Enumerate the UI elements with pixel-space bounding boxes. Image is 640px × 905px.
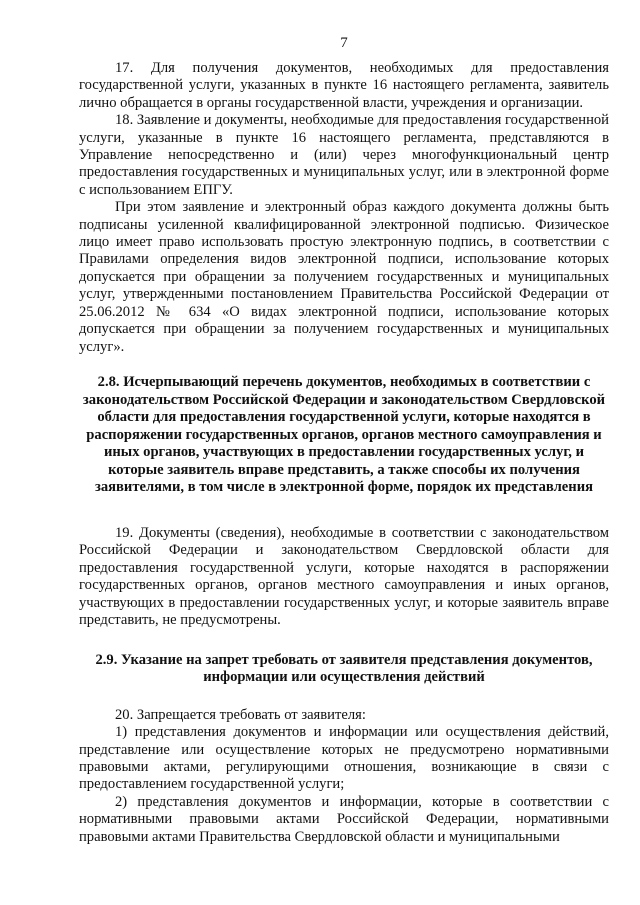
section-heading-2-8: 2.8. Исчерпывающий перечень документов, необходимых в соответствии с законодательством Российской Федерации и законодательством Свердловской области для предоставления государственной услуги, которые находятся в распоряжении государственных органов, органов местного самоуправления и иных органов, участвующих в предоставлении государственных услуг, и которые заявитель вправе представить, а также способы их получения заявителями, в том числе в электронной форме, порядок их представления [82,373,606,496]
paragraph-20: 20. Запрещается требовать от заявителя: [115,706,366,723]
section-heading-2-9: 2.9. Указание на запрет требовать от заявителя представления документов, информации или осуществления действий [95,651,593,686]
paragraph-signature: При этом заявление и электронный образ каждого документа должны быть подписаны усиленной квалифицированной электронной подписью. Физическое лицо имеет право использовать простую электронную подпись, в соответствии с Правилами определения видов электронной подписи, использование которых допускается при обращении за получением государственных и муниципальных услуг, утвержденными постановлением Правительства Российской Федерации от 25.06.2012 № 634 «О видах электронной подписи, использование которых допускается при обращении за получением государственных и муниципальных услуг». [79,199,609,355]
paragraph-20-item-2: 2) представления документов и информации, которые в соответствии с нормативными правовыми актами Российской Федерации, нормативными правовыми актами Правительства Свердловской области и муниципальными [79,793,609,845]
paragraph-17: 17. Для получения документов, необходимых для предоставления государственной услуги, указанных в пункте 16 настоящего регламента, заявитель лично обращается в органы государственной власти, учреждения и организации. [79,60,609,111]
paragraph-19: 19. Документы (сведения), необходимые в соответствии с законодательством Российской Федерации и законодательством Свердловской области для предоставления государственной услуги, которые находятся в распоряжении государственных органов, органов местного самоуправления и иных органов, участвующих в предоставлении государственных услуг, и которые заявитель вправе представить, не предусмотрены. [79,525,609,629]
document-page [79,34,609,846]
paragraph-20-item-1: 1) представления документов и информации или осуществления действий, представление или осуществление которых не предусмотрено нормативными правовыми актами, регулирующими отношения, возникающие в связи с предоставлением государственной услуги; [79,724,609,793]
paragraph-18: 18. Заявление и документы, необходимые для предоставления государственной услуги, указанные в пункте 16 настоящего регламента, представляются в Управление непосредственно и (или) через многофункциональный центр предоставления государственных и муниципальных услуг, или в электронной форме с использованием ЕПГУ. [79,112,609,198]
page-number: 7 [340,35,348,51]
